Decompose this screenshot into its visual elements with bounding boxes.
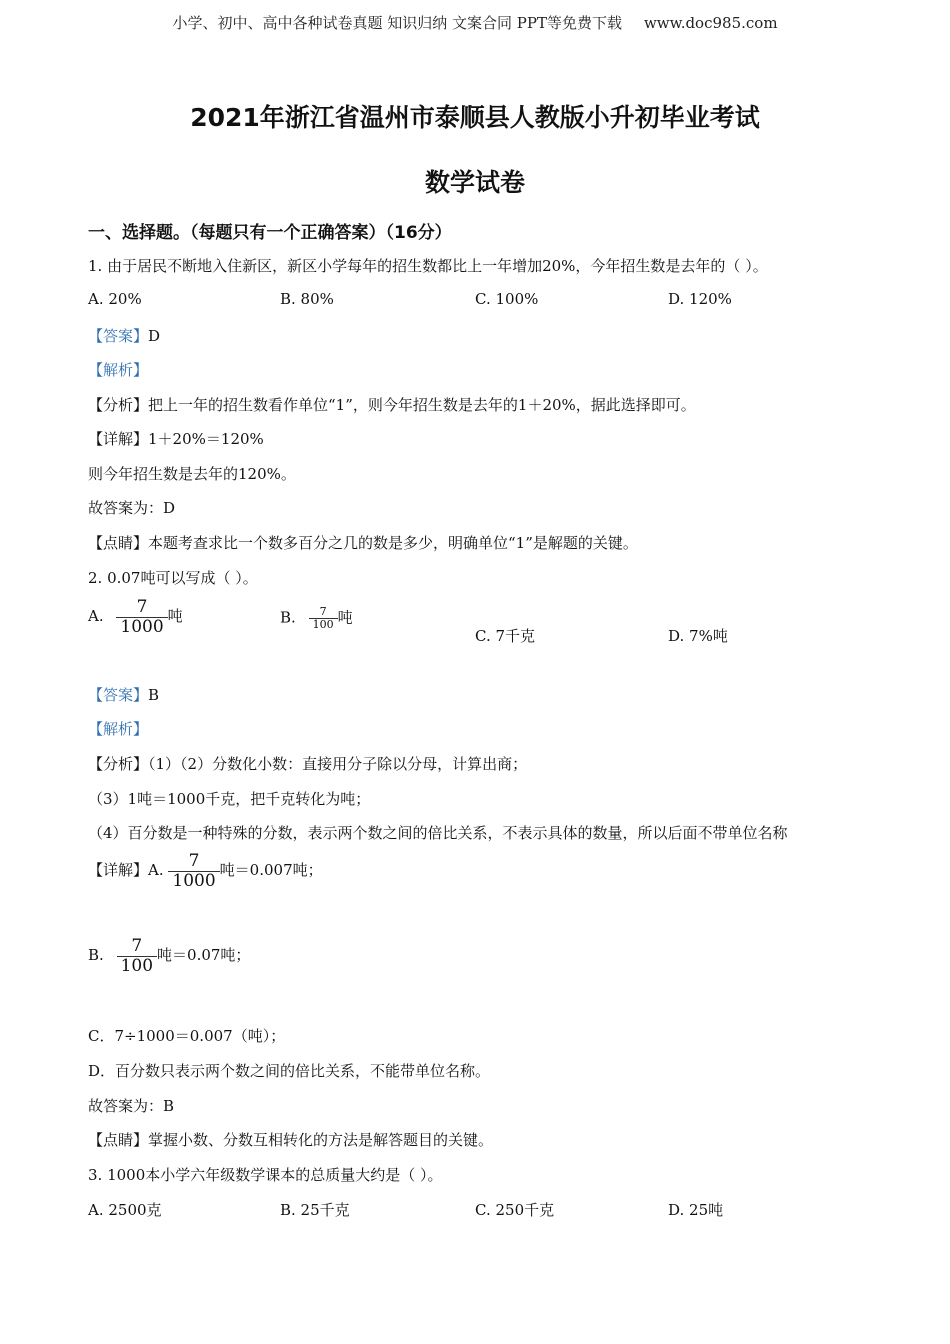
q3-option-b: B. 25千克: [280, 1201, 350, 1219]
q3-option-c: C. 250千克: [475, 1201, 555, 1219]
fraction: [116, 598, 167, 636]
document-subtitle: 数学试卷: [424, 168, 525, 197]
option-a-prefix: A.: [88, 607, 104, 626]
fenxi-text: 把上一年的招生数看作单位“1”，则今年招生数是去年的1＋20%，据此选择即可。: [148, 396, 696, 414]
detail-tag: 【详解】: [88, 861, 149, 880]
q2-option-b: [280, 606, 353, 631]
q1-option-d: D. 120%: [668, 290, 732, 308]
dianjing-tag: 【点睛】: [88, 1131, 149, 1149]
fraction-numerator: 7: [136, 597, 148, 617]
section-heading: 一、选择题。（每题只有一个正确答案）（16分）: [88, 223, 452, 243]
question-1-stem: 1. 由于居民不断地入住新区，新区小学每年的招生数都比上一年增加20%，今年招生数是去年的（ ）。: [88, 257, 768, 275]
question-2-stem: 2. 0.07吨可以写成（ ）。: [88, 569, 258, 587]
fenxi-text: （1）（2）分数化小数：直接用分子除以分母，计算出商；: [148, 755, 528, 773]
header-text: 小学、初中、高中各种试卷真题 知识归纳 文案合同 PPT等免费下载: [172, 14, 622, 32]
q1-answer: [88, 325, 160, 346]
q1-detail-line: 则今年招生数是去年的120%。: [88, 465, 296, 483]
q2-answer: [88, 684, 159, 705]
q2-detail-a: [88, 852, 323, 890]
q1-analysis-tag: 【解析】: [88, 361, 149, 379]
q2-option-c: C. 7千克: [475, 627, 536, 645]
option-b-prefix: B.: [280, 608, 296, 627]
q2-detail-c: C．7÷1000＝0.007（吨）；: [88, 1027, 286, 1045]
fenxi-tag: 【分析】: [88, 396, 149, 414]
detail-a-prefix: A.: [148, 861, 164, 880]
fraction-denominator: 1000: [168, 871, 219, 891]
q2-fenxi: [88, 753, 527, 774]
answer-value: B: [148, 686, 160, 704]
q3-option-d: D. 25吨: [668, 1201, 724, 1219]
q1-fenxi: [88, 394, 696, 415]
fraction-numerator: 7: [319, 605, 327, 618]
unit: 吨: [167, 607, 183, 626]
document-title: 2021年浙江省温州市泰顺县人教版小升初毕业考试: [190, 103, 760, 132]
fraction-denominator: 100: [309, 618, 338, 631]
question-3-stem: 3. 1000本小学六年级数学课本的总质量大约是（ ）。: [88, 1166, 443, 1184]
detail-a-rest: 吨＝0.007吨；: [219, 861, 323, 880]
dianjing-text: 本题考查求比一个数多百分之几的数是多少，明确单位“1”是解题的关键。: [148, 534, 638, 552]
q1-option-a: A. 20%: [88, 290, 142, 308]
answer-tag: 【答案】: [88, 327, 149, 345]
q1-detail: [88, 428, 264, 449]
q2-fenxi-4: （4）百分数是一种特殊的分数，表示两个数之间的倍比关系，不表示具体的数量，所以后面不带单位名称: [88, 824, 788, 842]
q1-option-b: B. 80%: [280, 290, 334, 308]
detail-b-rest: 吨＝0.07吨；: [157, 946, 251, 965]
q1-conclusion: 故答案为：D: [88, 499, 176, 517]
fenxi-tag: 【分析】: [88, 755, 149, 773]
site-header: [0, 12, 950, 33]
q2-analysis-tag: 【解析】: [88, 720, 149, 738]
q1-option-c: C. 100%: [475, 290, 539, 308]
q2-option-d: D. 7%吨: [668, 627, 728, 645]
answer-tag: 【答案】: [88, 686, 149, 704]
answer-value: D: [148, 327, 161, 345]
q2-conclusion: 故答案为：B: [88, 1097, 175, 1115]
q3-option-a: A. 2500克: [88, 1201, 162, 1219]
fraction: [309, 606, 338, 631]
detail-b-prefix: B.: [88, 946, 104, 965]
fraction-numerator: 7: [188, 851, 200, 871]
fraction-denominator: 1000: [116, 617, 167, 637]
q2-detail-b: [88, 937, 250, 975]
q2-dianjing: [88, 1129, 493, 1150]
fraction-denominator: 100: [117, 956, 157, 976]
q1-dianjing: [88, 532, 638, 553]
fraction: [117, 937, 157, 975]
dianjing-text: 掌握小数、分数互相转化的方法是解答题目的关键。: [148, 1131, 494, 1149]
detail-tag: 【详解】: [88, 430, 149, 448]
unit: 吨: [337, 608, 353, 627]
q2-detail-d: D．百分数只表示两个数之间的倍比关系，不能带单位名称。: [88, 1062, 491, 1080]
q2-fenxi-3: （3）1吨＝1000千克，把千克转化为吨；: [88, 790, 371, 808]
dianjing-tag: 【点睛】: [88, 534, 149, 552]
header-site-link[interactable]: www.doc985.com: [643, 14, 778, 32]
fraction-numerator: 7: [131, 936, 143, 956]
fraction: [168, 852, 219, 890]
q2-option-a: [88, 598, 183, 636]
detail-text: 1＋20%＝120%: [148, 430, 264, 448]
